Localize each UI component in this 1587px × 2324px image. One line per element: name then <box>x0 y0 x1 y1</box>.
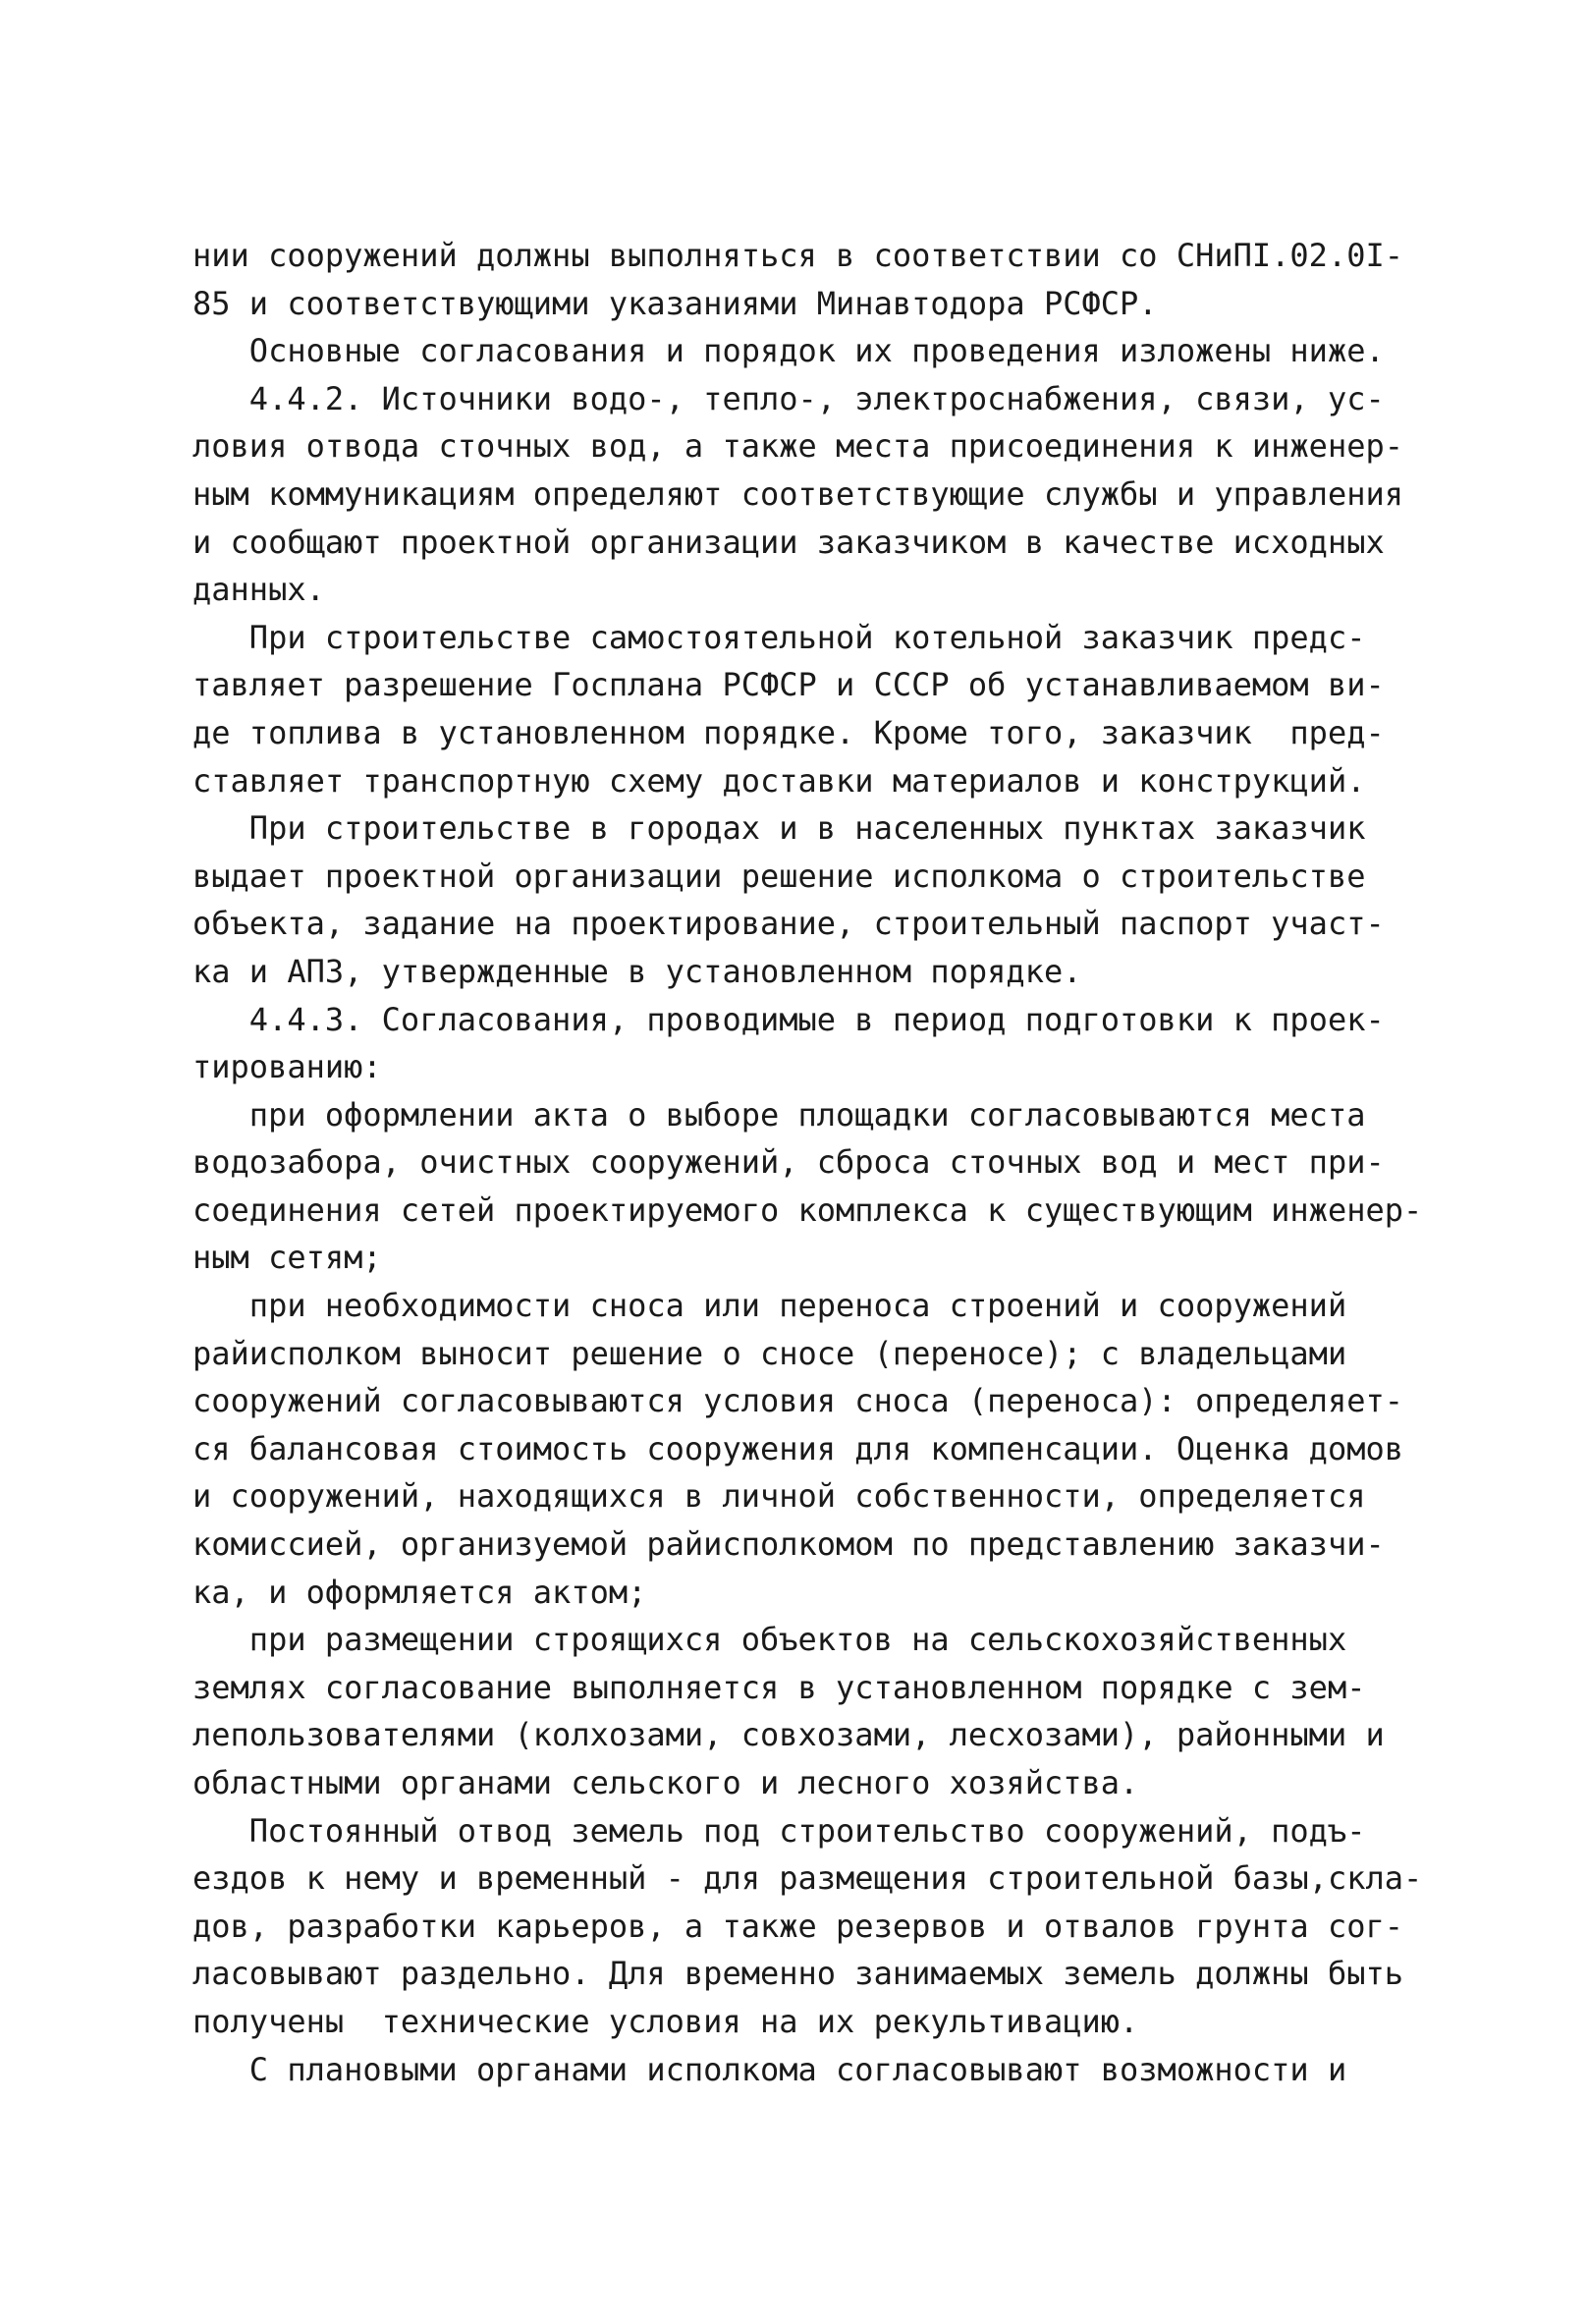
text-line: дов, разработки карьеров, а также резервов и отвалов грунта сог- <box>192 1907 1403 1945</box>
text-line: тированию: <box>192 1048 382 1086</box>
text-line: райисполком выносит решение о сносе (переносе); с владельцами <box>192 1334 1347 1372</box>
text-line: при размещении строящихся объектов на сельскохозяйственных <box>192 1621 1347 1659</box>
text-line: С плановыми органами исполкома согласовывают возможности и <box>192 2050 1347 2088</box>
text-line: ным коммуникациям определяют соответствующие службы и управления <box>192 474 1403 513</box>
text-line: ка, и оформляется актом; <box>192 1573 647 1611</box>
text-line: выдает проектной организации решение исполкома о строительстве <box>192 857 1366 895</box>
text-line: землях согласование выполняется в установленном порядке с зем- <box>192 1668 1366 1706</box>
text-line: ся балансовая стоимость сооружения для компенсации. Оценка домов <box>192 1429 1403 1467</box>
text-line: и сооружений, находящихся в личной собственности, определяется <box>192 1477 1366 1516</box>
text-line: ездов к нему и временный - для размещения строительной базы,скла- <box>192 1859 1423 1898</box>
text-line: ловия отвода сточных вод, а также места присоединения к инженер- <box>192 427 1403 466</box>
text-line: Основные согласования и порядок их проведения изложены ниже. <box>192 332 1385 370</box>
text-line: ставляет транспортную схему доставки материалов и конструкций. <box>192 761 1366 800</box>
text-line: При строительстве самостоятельной котельной заказчик предс- <box>192 618 1366 656</box>
text-line: 4.4.2. Источники водо-, тепло-, электроснабжения, связи, ус- <box>192 379 1385 417</box>
text-line: 85 и соответствующими указаниями Минавтодора РСФСР. <box>192 284 1158 322</box>
text-line: объекта, задание на проектирование, строительный паспорт участ- <box>192 905 1385 943</box>
text-line: де топлива в установленном порядке. Кроме того, заказчик пред- <box>192 713 1385 751</box>
text-line: ка и АПЗ, утвержденные в установленном порядке. <box>192 952 1082 990</box>
text-line: сооружений согласовываются условия сноса (переноса): определяет- <box>192 1382 1403 1420</box>
text-line: ласовывают раздельно. Для временно занимаемых земель должны быть <box>192 1955 1403 1993</box>
text-line: получены технические условия на их рекультивацию. <box>192 2002 1139 2040</box>
text-line: тавляет разрешение Госплана РСФСР и СССР об устанавливаемом ви- <box>192 666 1385 704</box>
text-line: 4.4.3. Согласования, проводимые в период подготовки к проек- <box>192 1000 1385 1038</box>
text-line: водозабора, очистных сооружений, сброса сточных вод и мест при- <box>192 1143 1385 1182</box>
text-line: областными органами сельского и лесного хозяйства. <box>192 1764 1139 1801</box>
text-line: данных. <box>192 571 325 609</box>
text-line: при оформлении акта о выборе площадки согласовываются места <box>192 1095 1366 1134</box>
text-line: при необходимости сноса или переноса строений и сооружений <box>192 1287 1347 1325</box>
text-line: ным сетям; <box>192 1239 382 1277</box>
text-line: и сообщают проектной организации заказчиком в качестве исходных <box>192 523 1385 561</box>
text-line: нии сооружений должны выполняться в соответствии со СНиПI.02.0I- <box>192 237 1403 274</box>
text-line: Постоянный отвод земель под строительство сооружений, подъ- <box>192 1811 1366 1850</box>
text-line: соединения сетей проектируемого комплекса к существующим инженер- <box>192 1190 1423 1229</box>
text-line: лепользователями (колхозами, совхозами, лесхозами), районными и <box>192 1716 1385 1754</box>
document-body <box>192 232 1469 2093</box>
text-line: комиссией, организуемой райисполкомом по представлению заказчи- <box>192 1525 1385 1564</box>
text-line: При строительстве в городах и в населенных пунктах заказчик <box>192 809 1366 848</box>
